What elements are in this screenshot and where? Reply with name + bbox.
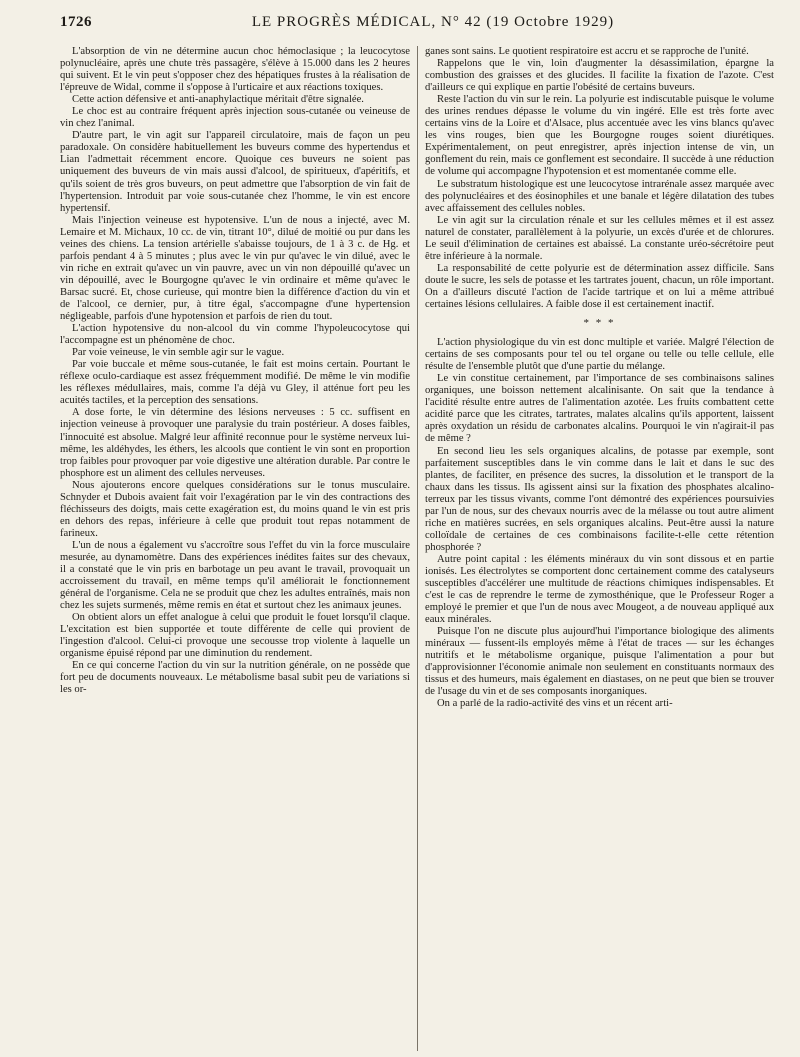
page-header (60, 14, 774, 36)
right-column (425, 46, 774, 1051)
section-separator: * * * (583, 317, 616, 330)
paragraph: A dose forte, le vin détermine des lésions nerveuses : 5 cc. suffisent en injection veineuse à provoquer une paralysie du train postérieur. A doses faibles, l'innocuité est absolue. Malgré leur affinité reconnue pour le système nerveux lui-même, les aldéhydes, les éthers, les alcools que contient le vin sont en proportion trop faibles pour provoquer par voie digestive une altération durable. Par contre le phosphore est un aliment des cellules nerveuses. (60, 407, 410, 479)
paragraph: Reste l'action du vin sur le rein. La polyurie est indiscutable puisque le volume des urines rendues dépasse le volume du vin ingéré. Elle est très forte avec certains vins de la Loire et d'Alsace, plus accentuée avec les vins blancs qu'avec les vins rouges, bien que les Bourgogne rouges soient diurétiques. Expérimentalement, on peut enregistrer, après injection intense de vin, un gonflement du rein, mais ce gonflement est secondaire. Il succède à une réduction de volume qui accompagne l'hypotension et est momentanée comme elle. (425, 94, 774, 178)
paragraph: En ce qui concerne l'action du vin sur la nutrition générale, on ne possède que fort peu de documents nouveaux. Le métabolisme basal subit peu de variations si les or- (60, 660, 410, 696)
paragraph: Le substratum histologique est une leucocytose intrarénale assez marquée avec des polynucléaires et des éosinophiles et une banale et légère dilatation des tubes avec affaissement des cellules nobles. (425, 178, 774, 214)
paragraph: L'absorption de vin ne détermine aucun choc hémoclasique ; la leucocytose polynucléaire, après une chute très passagère, s'élève à 15.000 dans les 2 heures qui suivent. Et le vin peut s'opposer chez des hépatiques frustes à la réalisation de l'épreuve de Widal, comme il s'oppose à l'urticaire et aux réactions toxiques. (60, 46, 410, 94)
paragraph: Le vin agit sur la circulation rénale et sur les cellules mêmes et il est assez naturel de constater, parallèlement à la polyurie, un excès d'urée et de chlorures. Le seuil d'élimination de certaines est abaissé. La constante uréo-sécrétoire peut être inférieure à la normale. (425, 214, 774, 262)
journal-title: LE PROGRÈS MÉDICAL, N° 42 (19 Octobre 1929) (251, 14, 615, 30)
paragraph: La responsabilité de cette polyurie est de détermination assez difficile. Sans doute le sucre, les sels de potasse et les tartrates jouent, chacun, un rôle important. On a d'ailleurs discuté l'action de l'acide tartrique et on lui a même attribué certaines lésions cellulaires. A faible dose il est certainement inactif. (425, 262, 774, 310)
paragraph: Par voie veineuse, le vin semble agir sur le vague. (72, 347, 285, 359)
paragraph: Cette action défensive et anti-anaphylactique méritait d'être signalée. (72, 94, 364, 106)
paragraph: On a parlé de la radio-activité des vins et un récent arti- (437, 698, 673, 710)
paragraph: D'autre part, le vin agit sur l'appareil circulatoire, mais de façon un peu paradoxale. On considère habituellement les buveurs comme des hypertendus et Lian l'admettait récemment encore. Quoique ces buveurs ne soient pas uniquement des buveurs de vin mais aussi d'alcool, de spiritueux, d'apéritifs, et qu'ils soient de très gros buveurs, on peut admettre que l'absorption de vin fait de l'hypertension. Introduit par voie sous-cutanée chez l'homme, le vin est encore hypertensif. (60, 130, 410, 214)
paragraph: L'un de nous a également vu s'accroître sous l'effet du vin la force musculaire mesurée, au dynamomètre. Dans des expériences inédites faites sur des chevaux, il a constaté que le vin pris en barbotage un peu avant le travail, provoquait un accroissement du travail, en même temps qu'il améliorait le fonctionnement général de l'organisme. Cela ne se produit que chez les adultes entraînés, mais non chez les sujets surmenés, même remis en état et surtout chez les animaux jeunes. (60, 539, 410, 612)
article-columns (60, 46, 774, 1051)
paragraph: ganes sont sains. Le quotient respiratoire est accru et se rapproche de l'unité. (425, 46, 749, 57)
paragraph: L'action physiologique du vin est donc multiple et variée. Malgré l'élection de certains de ses composants pour tel ou tel organe ou telle ou telle cellule, elle résulte de l'ensemble plutôt que d'une partie du mélange. (425, 337, 774, 373)
left-column (60, 46, 410, 1051)
paragraph: Le vin constitue certainement, par l'importance de ses combinaisons salines organiques, une boisson nettement alcalinisante. On sait que la tendance à l'acidité résulte entre autres de l'alimentation azotée. Les fruits combattent cette acidité parce que les citrates, tartrates, malates alcalins qu'ils apportent, laissent après oxydation un résidu de carbonates alcalins. Pourquoi le vin n'agirait-il pas de même ? (425, 373, 774, 445)
paragraph: Le choc est au contraire fréquent après injection sous-cutanée ou veineuse de vin chez l'animal. (60, 106, 410, 130)
page-number: 1726 (60, 14, 92, 30)
column-divider (417, 46, 418, 1051)
paragraph: On obtient alors un effet analogue à celui que produit le fouet lorsqu'il claque. L'excitation est bien supportée et toute différente de celle qui provient de l'ingestion d'alcool. Celui-ci provoque une secousse trop violente à laquelle un organisme épuisé répond par une diminution du rendement. (60, 612, 410, 660)
paragraph: L'action hypotensive du non-alcool du vin comme l'hypoleucocytose qui l'accompagne est un phénomène de choc. (60, 323, 410, 347)
paragraph: Autre point capital : les éléments minéraux du vin sont dissous et en partie ionisés. Les électrolytes se comportent donc certainement comme des catalyseurs susceptibles d'accélérer une multitude de réactions chimiques indispensables. Et c'est le cas de reprendre le terme de zymosthénique, que le Professeur Roger a employé le premier et que l'un de nous avec Mougeot, a de nouveau appliqué aux eaux minérales. (425, 553, 774, 626)
paragraph: Par voie buccale et même sous-cutanée, le fait est moins certain. Pourtant le réflexe oculo-cardiaque est assez fréquemment modifié. De même le vin modifie les réflexes médullaires, mais, comme l'a déjà vu Gley, il atténue fort peu les acuités tactiles, et la perception des sensations. (60, 359, 410, 407)
paragraph: En second lieu les sels organiques alcalins, de potasse par exemple, sont parfaitement susceptibles dans le vin comme dans le lait et dans le suc des plantes, de faciliter, en présence des sucres, la dissolution et le transport de la chaux dans les tissus. Ils agissent ainsi sur la fixation des phosphates alcalino-terreux par les tissus vivants, comme l'ont démontré des expériences poursuivies par l'un de nous, sur des chevaux nourris avec de la mélasse ou tout autre aliment riche en matières sucrées, en sels organiques alcalins. Peut-être aussi la nature colloïdale de certaines de ces combinaisons facilite-t-elle cette rétention phosphorée ? (425, 445, 774, 553)
paragraph: Nous ajouterons encore quelques considérations sur le tonus musculaire. Schnyder et Dubois avaient fait voir l'exagération par le vin des contractions des fléchisseurs des doigts, mais cette exagération est, du moins quand le vin est pris en dehors des repas, inférieure à celle que produit tout repas notamment de farineux. (60, 479, 410, 539)
paragraph: Rappelons que le vin, loin d'augmenter la désassimilation, épargne la combustion des graisses et des glucides. Il facilite la fixation de l'azote. C'est d'ailleurs ce qui explique en partie l'obésité de certains buveurs. (425, 58, 774, 94)
paragraph: Mais l'injection veineuse est hypotensive. L'un de nous a injecté, avec M. Lemaire et M. Michaux, 10 cc. de vin, titrant 10°, dilué de moitié ou pur dans les veines des chiens. La tension artérielle s'abaisse toujours, de 1 à 3 c. de Hg. et parfois pendant 4 à 5 minutes ; plus avec le vin pur qu'avec le vin dilué, avec le vin riche en extrait qu'avec un vin pauvre, avec un vin non dépouillé qu'avec un vin dépouillé, avec le Bourgogne qu'avec le vin ordinaire et même qu'avec le Barsac sucré. Et, chose curieuse, qui montre bien la différence d'action du vin et de l'alcool, ce dernier, pur, à titre égal, s'accompagne d'une hypertension négligeable, parfois d'une hypotension et parfois de rien du tout. (60, 214, 410, 323)
paragraph: Puisque l'on ne discute plus aujourd'hui l'importance biologique des aliments minéraux — fussent-ils employés même à l'état de traces — sur les échanges nutritifs et le métabolisme organique, puisque l'alimentation a pour but d'approvisionner l'économie animale non seulement en constituants normaux des tissus et des humeurs, mais également en diastases, on ne peut que bien se trouver de l'usage du vin et de ses composants inorganiques. (425, 626, 774, 698)
